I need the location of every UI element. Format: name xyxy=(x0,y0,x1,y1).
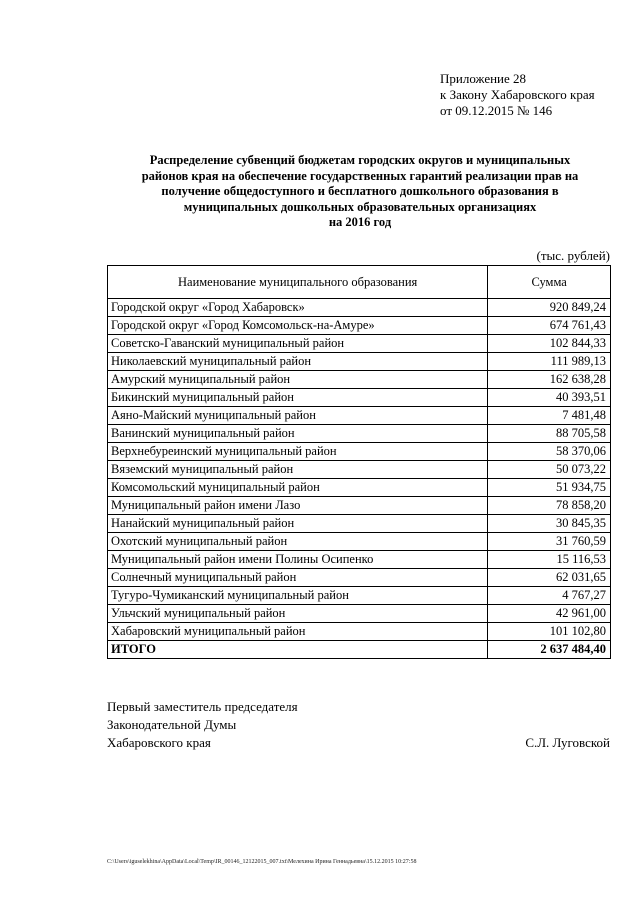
signer-position-line-3: Хабаровского края xyxy=(107,735,211,750)
table-row xyxy=(108,623,611,641)
subvention-amount: 40 393,51 xyxy=(488,389,611,407)
signer-position-line-1: Первый заместитель председателя xyxy=(107,699,298,714)
title-line-5: на 2016 год xyxy=(328,215,392,229)
table-row xyxy=(108,569,611,587)
subvention-amount: 102 844,33 xyxy=(488,335,611,353)
column-header-sum: Сумма xyxy=(488,266,611,299)
signer-name: С.Л. Луговской xyxy=(525,735,610,750)
municipality-name: Муниципальный район имени Полины Осипенко xyxy=(108,551,488,569)
subvention-amount: 162 638,28 xyxy=(488,371,611,389)
subvention-amount: 101 102,80 xyxy=(488,623,611,641)
appendix-date: от 09.12.2015 № 146 xyxy=(440,103,553,118)
title-line-4: муниципальных дошкольных образовательных организациях xyxy=(183,199,537,214)
table-row xyxy=(108,479,611,497)
municipality-name: Нанайский муниципальный район xyxy=(108,515,488,533)
appendix-law-reference: к Закону Хабаровского края xyxy=(440,87,595,102)
municipality-name: Городской округ «Город Хабаровск» xyxy=(108,299,488,317)
subvention-amount: 30 845,35 xyxy=(488,515,611,533)
municipality-name: Амурский муниципальный район xyxy=(108,371,488,389)
table-row xyxy=(108,371,611,389)
title-line-1: Распределение субвенций бюджетам городских округов и муниципальных xyxy=(149,153,571,167)
municipality-name: Ванинский муниципальный район xyxy=(108,425,488,443)
table-row xyxy=(108,335,611,353)
table-row xyxy=(108,407,611,425)
municipality-name: Николаевский муниципальный район xyxy=(108,353,488,371)
table-row xyxy=(108,317,611,335)
subvention-amount: 51 934,75 xyxy=(488,479,611,497)
table-row xyxy=(108,443,611,461)
title-line-3: получение общедоступного и бесплатного дошкольного образования в xyxy=(161,184,559,198)
table-row xyxy=(108,551,611,569)
table-row xyxy=(108,497,611,515)
table-row xyxy=(108,299,611,317)
document-title xyxy=(110,153,610,231)
municipality-name: Хабаровский муниципальный район xyxy=(108,623,488,641)
signature-block xyxy=(107,698,298,752)
table-row xyxy=(108,461,611,479)
subvention-amount: 31 760,59 xyxy=(488,533,611,551)
subvention-amount: 58 370,06 xyxy=(488,443,611,461)
total-label: ИТОГО xyxy=(108,641,488,659)
table-row xyxy=(108,533,611,551)
municipality-name: Бикинский муниципальный район xyxy=(108,389,488,407)
appendix-header xyxy=(440,71,595,119)
table-row xyxy=(108,425,611,443)
subvention-amount: 15 116,53 xyxy=(488,551,611,569)
municipality-name: Комсомольский муниципальный район xyxy=(108,479,488,497)
municipality-name: Ульчский муниципальный район xyxy=(108,605,488,623)
signer-position-line-2: Законодательной Думы xyxy=(107,717,237,732)
municipality-name: Охотский муниципальный район xyxy=(108,533,488,551)
budget-table xyxy=(107,265,611,659)
appendix-number: Приложение 28 xyxy=(440,71,527,86)
subvention-amount: 62 031,65 xyxy=(488,569,611,587)
title-line-2: районов края на обеспечение государственных гарантий реализации прав на xyxy=(141,168,579,183)
table-header-row xyxy=(108,266,611,299)
subvention-amount: 674 761,43 xyxy=(488,317,611,335)
subvention-amount: 88 705,58 xyxy=(488,425,611,443)
subvention-amount: 50 073,22 xyxy=(488,461,611,479)
subvention-amount: 111 989,13 xyxy=(488,353,611,371)
column-header-name: Наименование муниципального образования xyxy=(108,266,488,299)
total-amount: 2 637 484,40 xyxy=(488,641,611,659)
subvention-amount: 78 858,20 xyxy=(488,497,611,515)
municipality-name: Муниципальный район имени Лазо xyxy=(108,497,488,515)
subvention-amount: 920 849,24 xyxy=(488,299,611,317)
table-row xyxy=(108,353,611,371)
table-row xyxy=(108,515,611,533)
municipality-name: Солнечный муниципальный район xyxy=(108,569,488,587)
municipality-name: Вяземский муниципальный район xyxy=(108,461,488,479)
subvention-amount: 4 767,27 xyxy=(488,587,611,605)
municipality-name: Советско-Гаванский муниципальный район xyxy=(108,335,488,353)
municipality-name: Верхнебуреинский муниципальный район xyxy=(108,443,488,461)
table-row xyxy=(108,605,611,623)
municipality-name: Тугуро-Чумиканский муниципальный район xyxy=(108,587,488,605)
subvention-amount: 42 961,00 xyxy=(488,605,611,623)
table-row xyxy=(108,587,611,605)
file-path-footer: C:\Users\iguselekhina\AppData\Local\Temp\IR_00146_12122015_007.txt\Мелехина Ирина Геннадьевна\15.12.2015 10:27:58 xyxy=(107,859,417,865)
table-row xyxy=(108,389,611,407)
unit-label: (тыс. рублей) xyxy=(536,248,610,263)
total-row xyxy=(108,641,611,659)
municipality-name: Аяно-Майский муниципальный район xyxy=(108,407,488,425)
municipality-name: Городской округ «Город Комсомольск-на-Амуре» xyxy=(108,317,488,335)
subvention-amount: 7 481,48 xyxy=(488,407,611,425)
table-body xyxy=(108,299,611,659)
